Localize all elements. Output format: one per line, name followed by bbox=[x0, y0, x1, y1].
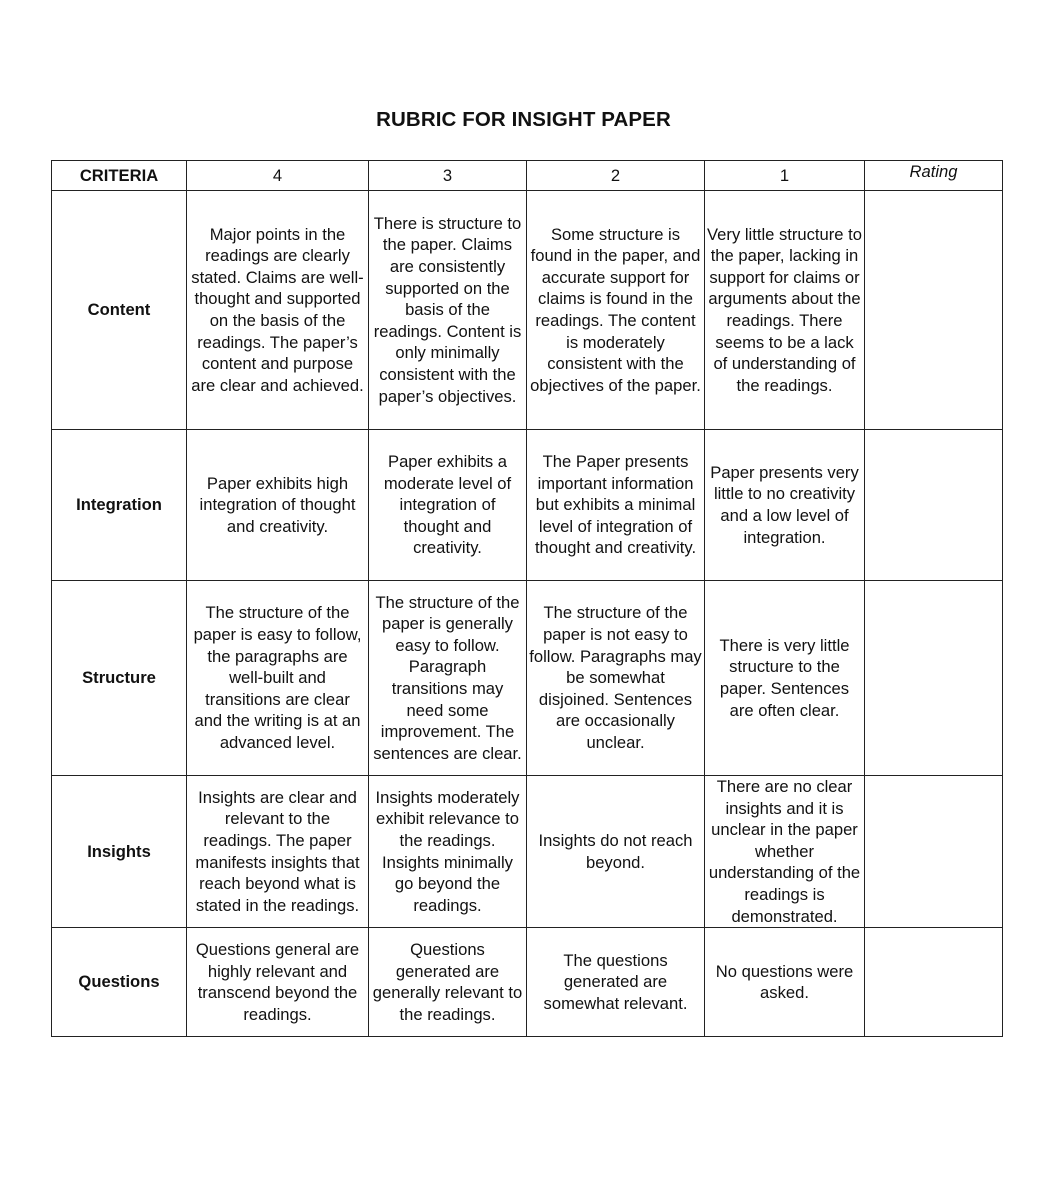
criterion-label: Structure bbox=[52, 581, 187, 776]
score-4-cell: Paper exhibits high integration of thought and creativity. bbox=[187, 430, 369, 581]
criterion-label: Content bbox=[52, 191, 187, 430]
criterion-label: Insights bbox=[52, 776, 187, 928]
rating-cell bbox=[865, 430, 1003, 581]
rating-cell bbox=[865, 928, 1003, 1037]
header-criteria: CRITERIA bbox=[52, 161, 187, 191]
score-2-cell: The questions generated are somewhat relevant. bbox=[527, 928, 705, 1037]
score-1-cell: There is very little structure to the paper. Sentences are often clear. bbox=[705, 581, 865, 776]
score-4-cell: The structure of the paper is easy to follow, the paragraphs are well-built and transitions are clear and the writing is at an advanced level. bbox=[187, 581, 369, 776]
header-score-4: 4 bbox=[187, 161, 369, 191]
criterion-label: Integration bbox=[52, 430, 187, 581]
table-row bbox=[52, 430, 1003, 581]
table-row bbox=[52, 928, 1003, 1037]
score-3-cell: There is structure to the paper. Claims are consistently supported on the basis of the readings. Content is only minimally consistent with the paper’s objectives. bbox=[369, 191, 527, 430]
score-1-cell: Very little structure to the paper, lacking in support for claims or arguments about the readings. There seems to be a lack of understanding of the readings. bbox=[705, 191, 865, 430]
table-row bbox=[52, 776, 1003, 928]
rating-cell bbox=[865, 191, 1003, 430]
score-4-cell: Insights are clear and relevant to the readings. The paper manifests insights that reach beyond what is stated in the readings. bbox=[187, 776, 369, 928]
header-score-2: 2 bbox=[527, 161, 705, 191]
table-header-row bbox=[52, 161, 1003, 191]
criterion-label: Questions bbox=[52, 928, 187, 1037]
score-4-cell: Questions general are highly relevant and transcend beyond the readings. bbox=[187, 928, 369, 1037]
score-3-cell: Paper exhibits a moderate level of integration of thought and creativity. bbox=[369, 430, 527, 581]
score-3-cell: Questions generated are generally relevant to the readings. bbox=[369, 928, 527, 1037]
header-score-3: 3 bbox=[369, 161, 527, 191]
rating-cell bbox=[865, 776, 1003, 928]
score-1-cell: There are no clear insights and it is unclear in the paper whether understanding of the readings is demonstrated. bbox=[705, 776, 865, 928]
score-2-cell: Insights do not reach beyond. bbox=[527, 776, 705, 928]
header-rating: Rating bbox=[865, 161, 1003, 191]
score-2-cell: Some structure is found in the paper, and accurate support for claims is found in the readings. The content is moderately consistent with the objectives of the paper. bbox=[527, 191, 705, 430]
score-3-cell: The structure of the paper is generally easy to follow. Paragraph transitions may need some improvement. The sentences are clear. bbox=[369, 581, 527, 776]
header-score-1: 1 bbox=[705, 161, 865, 191]
score-3-cell: Insights moderately exhibit relevance to the readings. Insights minimally go beyond the readings. bbox=[369, 776, 527, 928]
table-row bbox=[52, 191, 1003, 430]
score-1-cell: No questions were asked. bbox=[705, 928, 865, 1037]
score-4-cell: Major points in the readings are clearly stated. Claims are well-thought and supported on the basis of the readings. The paper’s content and purpose are clear and achieved. bbox=[187, 191, 369, 430]
score-2-cell: The structure of the paper is not easy to follow. Paragraphs may be somewhat disjoined. Sentences are occasionally unclear. bbox=[527, 581, 705, 776]
rubric-table bbox=[51, 160, 1003, 1037]
rating-cell bbox=[865, 581, 1003, 776]
page-title: RUBRIC FOR INSIGHT PAPER bbox=[376, 108, 671, 131]
table-row bbox=[52, 581, 1003, 776]
score-2-cell: The Paper presents important information but exhibits a minimal level of integration of thought and creativity. bbox=[527, 430, 705, 581]
score-1-cell: Paper presents very little to no creativity and a low level of integration. bbox=[705, 430, 865, 581]
